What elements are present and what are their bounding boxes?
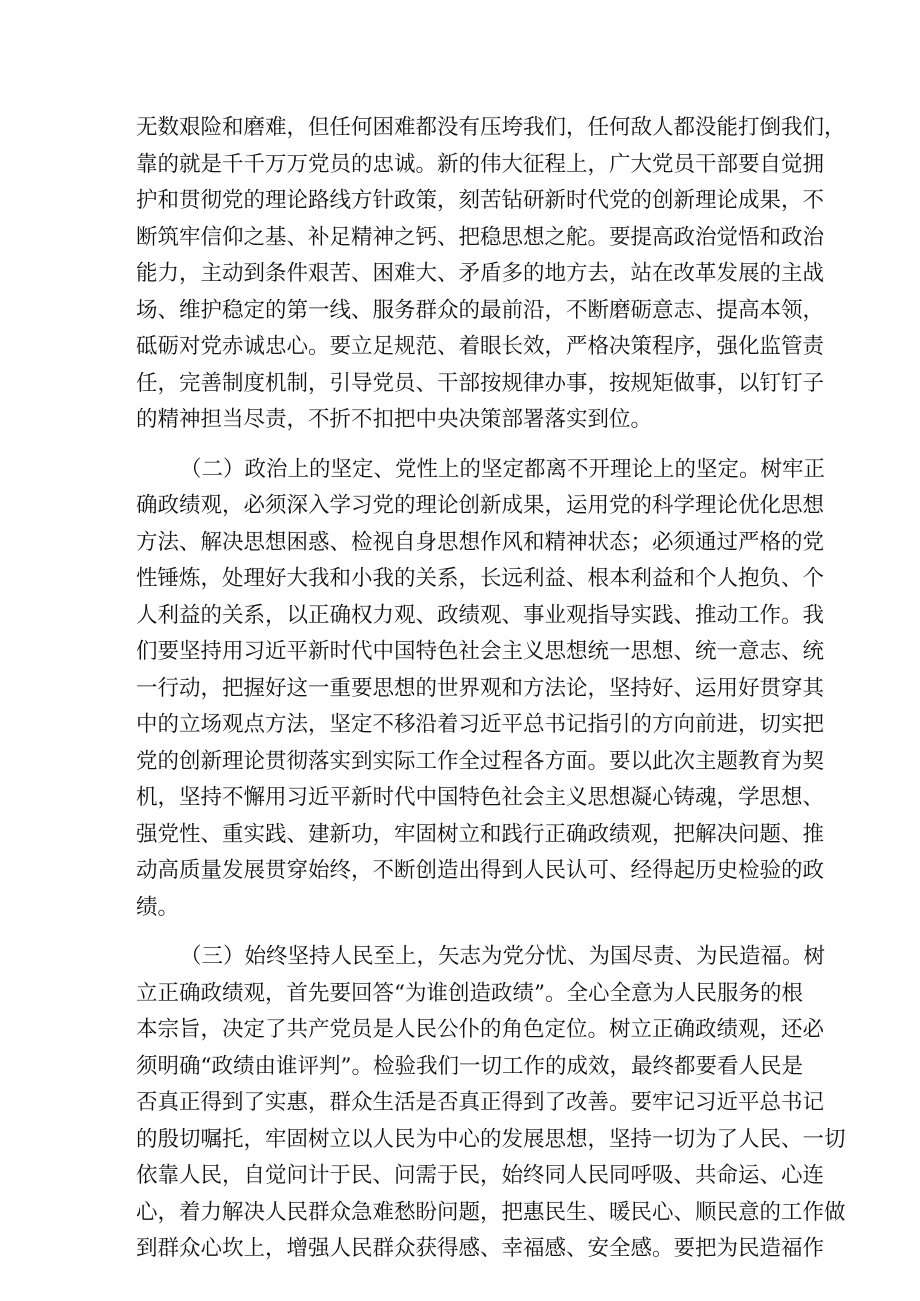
document-page [136,110,846,1268]
text-line: 性锤炼，处理好大我和小我的关系，长远利益、根本利益和个人抱负、个 [136,566,825,591]
text-line: 确政绩观，必须深入学习党的理论创新成果，运用党的科学理论优化思想 [136,493,825,518]
paragraph-gap [136,439,784,452]
text-line: 能力，主动到条件艰苦、困难大、矛盾多的地方去，站在改革发展的主战 [136,261,825,286]
text-line: 机，坚持不懈用习近平新时代中国特色社会主义思想凝心铸魂，学思想、 [136,785,825,810]
text-line: 方法、解决思想困惑、检视自身思想作风和精神状态；必须通过严格的党 [136,529,825,555]
paragraph-continued [136,110,846,439]
text-line: 们要坚持用习近平新时代中国特色社会主义思想统一思想、统一意志、统 [136,639,825,664]
text-line: 否真正得到了实惠，群众生活是否真正得到了改善。要牢记习近平总书记 [136,1090,825,1115]
text-line: 人利益的关系，以正确权力观、政绩观、事业观指导实践、推动工作。我 [136,602,825,628]
text-line: 动高质量发展贯穿始终，不断创造出得到人民认可、经得起历史检验的政 [136,858,825,883]
text-line: 须明确“政绩由谁评判”。检验我们一切工作的成效，最终都要看人民是 [136,1053,803,1079]
text-line: 的精神担当尽责，不折不扣把中央决策部署落实到位。 [136,407,653,432]
text-line: 绩。 [136,894,180,920]
text-line: 任，完善制度机制，引导党员、干部按规律办事，按规矩做事，以钉钉子 [136,370,825,396]
text-line: （三）始终坚持人民至上，矢志为党分忧、为国尽责、为民造福。树 [180,944,826,969]
text-line: 无数艰险和磨难，但任何困难都没有压垮我们，任何敌人都没能打倒我们， [136,115,846,140]
text-line: 依靠人民，自觉问计于民、问需于民，始终同人民同呼吸、共命运、心连 [136,1163,825,1188]
text-line: 立正确政绩观，首先要回答“为谁创造政绩”。全心全意为人民服务的根 [136,980,803,1006]
text-line: 到群众心坎上，增强人民群众获得感、幸福感、安全感。要把为民造福作 [136,1236,825,1261]
text-line: 心，着力解决人民群众急难愁盼问题，把惠民生、暖民心、顺民意的工作做 [136,1199,846,1225]
text-line: 党的创新理论贯彻落实到实际工作全过程各方面。要以此次主题教育为契 [136,748,825,774]
paragraph-gap [136,926,784,939]
text-line: 护和贯彻党的理论路线方针政策，刻苦钻研新时代党的创新理论成果，不 [136,188,825,213]
text-line: 靠的就是千千万万党员的忠诚。新的伟大征程上，广大党员干部要自觉拥 [136,151,825,177]
text-line: （二）政治上的坚定、党性上的坚定都离不开理论上的坚定。树牢正 [180,456,826,482]
text-line: 本宗旨，决定了共产党员是人民公仆的角色定位。树立正确政绩观，还必 [136,1017,825,1042]
text-line: 断筑牢信仰之基、补足精神之钙、把稳思想之舵。要提高政治觉悟和政治 [136,224,825,250]
text-line: 中的立场观点方法，坚定不移沿着习近平总书记指引的方向前进，切实把 [136,712,825,737]
text-line: 的殷切嘱托，牢固树立以人民为中心的发展思想，坚持一切为了人民、一切 [136,1126,846,1152]
text-line: 砥砺对党赤诚忠心。要立足规范、着眼长效，严格决策程序，强化监管责 [136,334,825,359]
paragraph-3 [136,939,846,1268]
text-line: 场、维护稳定的第一线、服务群众的最前沿，不断磨砺意志、提高本领， [136,297,825,323]
paragraph-2 [136,452,826,927]
text-line: 强党性、重实践、建新功，牢固树立和践行正确政绩观，把解决问题、推 [136,821,825,847]
text-line: 一行动，把握好这一重要思想的世界观和方法论，坚持好、运用好贯穿其 [136,675,825,701]
